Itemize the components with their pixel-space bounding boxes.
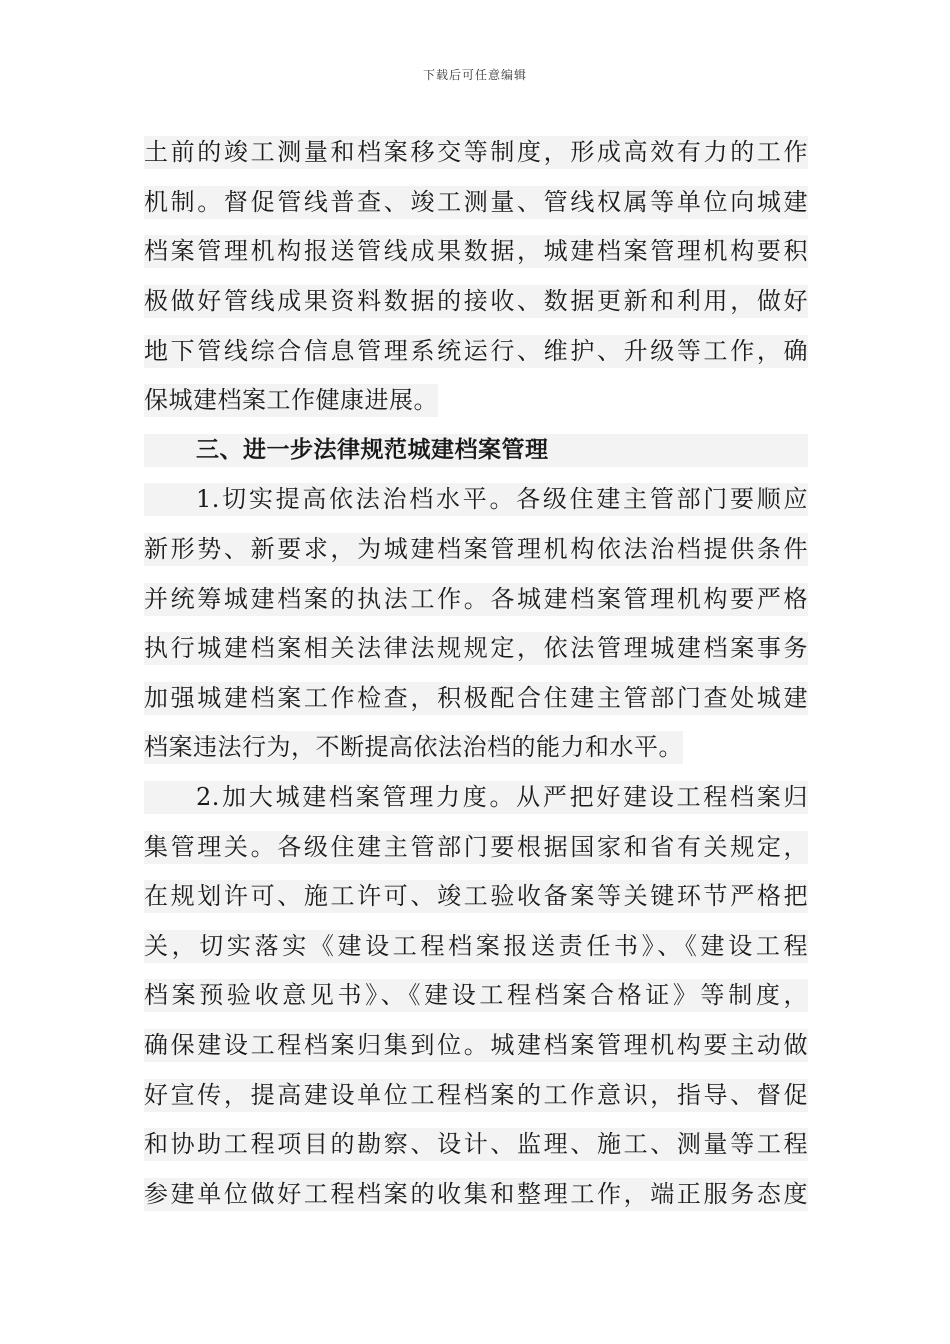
text-line [144, 178, 808, 228]
paragraph-line: 新形势、新要求，为城建档案管理机构依法治档提供条件 [144, 533, 808, 566]
text-line [144, 525, 808, 575]
section-heading-row [144, 426, 808, 476]
paragraph-line: 并统筹城建档案的执法工作。各城建档案管理机构要严格 [144, 583, 808, 616]
text-line [144, 1070, 808, 1120]
text-line [144, 922, 808, 972]
text-line [144, 723, 808, 773]
paragraph-line: 机制。督促管线普查、竣工测量、管线权属等单位向城建 [144, 186, 808, 219]
paragraph-line: 和协助工程项目的勘察、设计、监理、施工、测量等工程 [144, 1128, 808, 1161]
paragraph-line: 保城建档案工作健康进展。 [144, 384, 438, 417]
text-line [144, 574, 808, 624]
page-header-note: 下载后可任意编辑 [422, 68, 527, 82]
paragraph-line: 确保建设工程档案归集到位。城建档案管理机构要主动做 [144, 1029, 808, 1062]
paragraph-line: 集管理关。各级住建主管部门要根据国家和省有关规定， [144, 831, 808, 864]
text-line [144, 227, 808, 277]
text-line [144, 822, 808, 872]
paragraph-line: 档案预验收意见书》、《建设工程档案合格证》等制度， [144, 979, 808, 1012]
paragraph-line: 执行城建档案相关法律法规规定，依法管理城建档案事务 [144, 632, 808, 665]
text-line [144, 326, 808, 376]
paragraph-line: 1.切实提高依法治档水平。各级住建主管部门要顺应 [144, 483, 808, 516]
text-line [144, 1120, 808, 1170]
text-line [144, 475, 808, 525]
paragraph-line: 档案管理机构报送管线成果数据，城建档案管理机构要积 [144, 235, 808, 268]
text-line [144, 1169, 808, 1219]
text-line [144, 128, 808, 178]
text-line [144, 674, 808, 724]
text-line [144, 624, 808, 674]
paragraph-line: 在规划许可、施工许可、竣工验收备案等关键环节严格把 [144, 880, 808, 913]
section-heading: 三、进一步法律规范城建档案管理 [144, 434, 808, 467]
paragraph-line: 好宣传，提高建设单位工程档案的工作意识，指导、督促 [144, 1079, 808, 1112]
paragraph-line: 档案违法行为，不断提高依法治档的能力和水平。 [144, 731, 683, 764]
text-line [144, 971, 808, 1021]
text-line [144, 872, 808, 922]
text-line [144, 277, 808, 327]
paragraph-line: 关，切实落实《建设工程档案报送责任书》、《建设工程 [144, 930, 808, 963]
paragraph-line: 参建单位做好工程档案的收集和整理工作，端正服务态度 [144, 1178, 808, 1211]
text-line [144, 1021, 808, 1071]
paragraph-line: 土前的竣工测量和档案移交等制度，形成高效有力的工作 [144, 136, 808, 169]
paragraph-line: 地下管线综合信息管理系统运行、维护、升级等工作，确 [144, 335, 808, 368]
document-body [144, 128, 808, 1219]
text-line [144, 773, 808, 823]
paragraph-line: 2.加大城建档案管理力度。从严把好建设工程档案归 [144, 781, 808, 814]
paragraph-line: 加强城建档案工作检查，积极配合住建主管部门查处城建 [144, 682, 808, 715]
text-line [144, 376, 808, 426]
paragraph-line: 极做好管线成果资料数据的接收、数据更新和利用，做好 [144, 285, 808, 318]
